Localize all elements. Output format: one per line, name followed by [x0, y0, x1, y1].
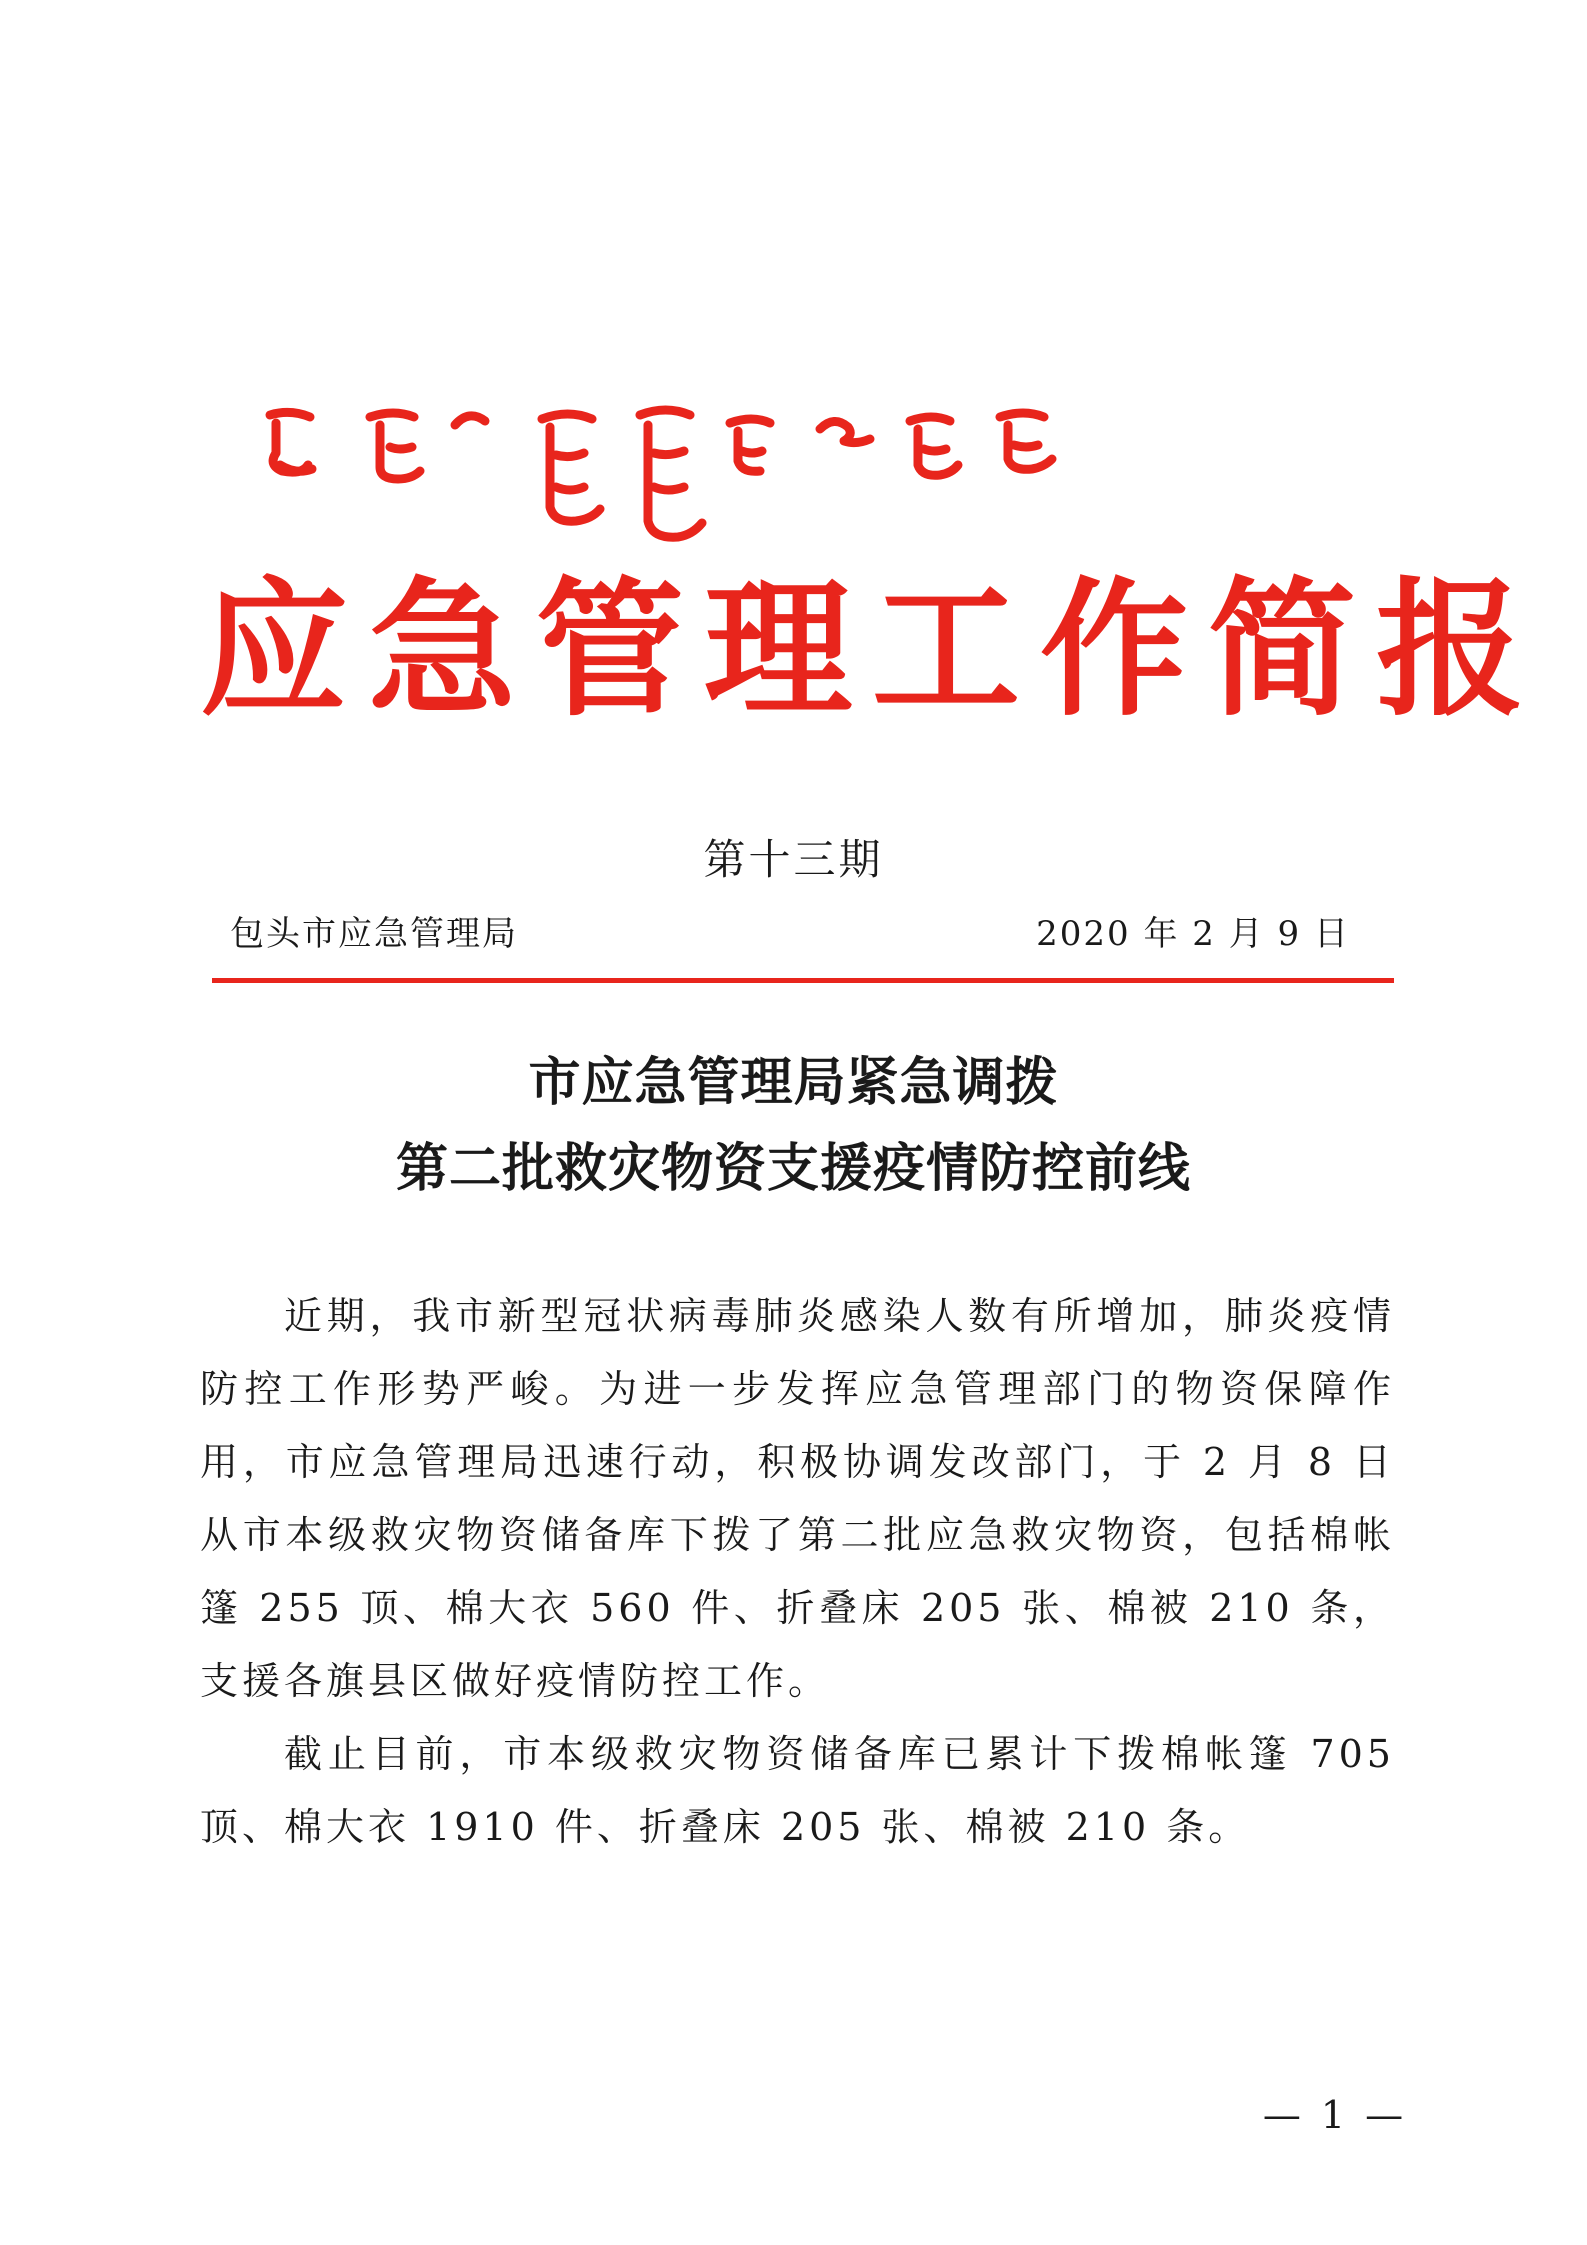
meta-row [230, 908, 1350, 960]
article-headline [0, 1040, 1587, 1212]
publisher-name: 包头市应急管理局 [230, 914, 518, 954]
publish-date: 2020 年 2 月 9 日 [1036, 914, 1350, 954]
article-body [200, 1280, 1395, 1864]
masthead-title: 应急管理工作简报 [200, 564, 1544, 736]
mongolian-title-logo [250, 395, 1360, 555]
issue-number: 第十三期 [703, 835, 884, 884]
paragraph: 近期，我市新型冠状病毒肺炎感染人数有所增加，肺炎疫情防控工作形势严峻。为进一步发挥应急管理部门的物资保障作用，市应急管理局迅速行动，积极协调发改部门，于 2 月 8 日从市本级救灾物资储备库下拨了第二批应急救灾物资，包括棉帐篷 255 顶、棉大衣 560 件、折叠床 205 张、棉被 210 条，支援各旗县区做好疫情防控工作。 [200, 1294, 1395, 1703]
headline-line-1: 市应急管理局紧急调拨 [528, 1053, 1059, 1113]
headline-line-2: 第二批救灾物资支援疫情防控前线 [395, 1139, 1191, 1199]
paragraph: 截止目前，市本级救灾物资储备库已累计下拨棉帐篷 705 顶、棉大衣 1910 件、折叠床 205 张、棉被 210 条。 [200, 1732, 1395, 1849]
mongolian-script-icon [250, 395, 1360, 555]
red-divider-rule [212, 978, 1394, 983]
page-number: — 1 — [1262, 2093, 1408, 2137]
